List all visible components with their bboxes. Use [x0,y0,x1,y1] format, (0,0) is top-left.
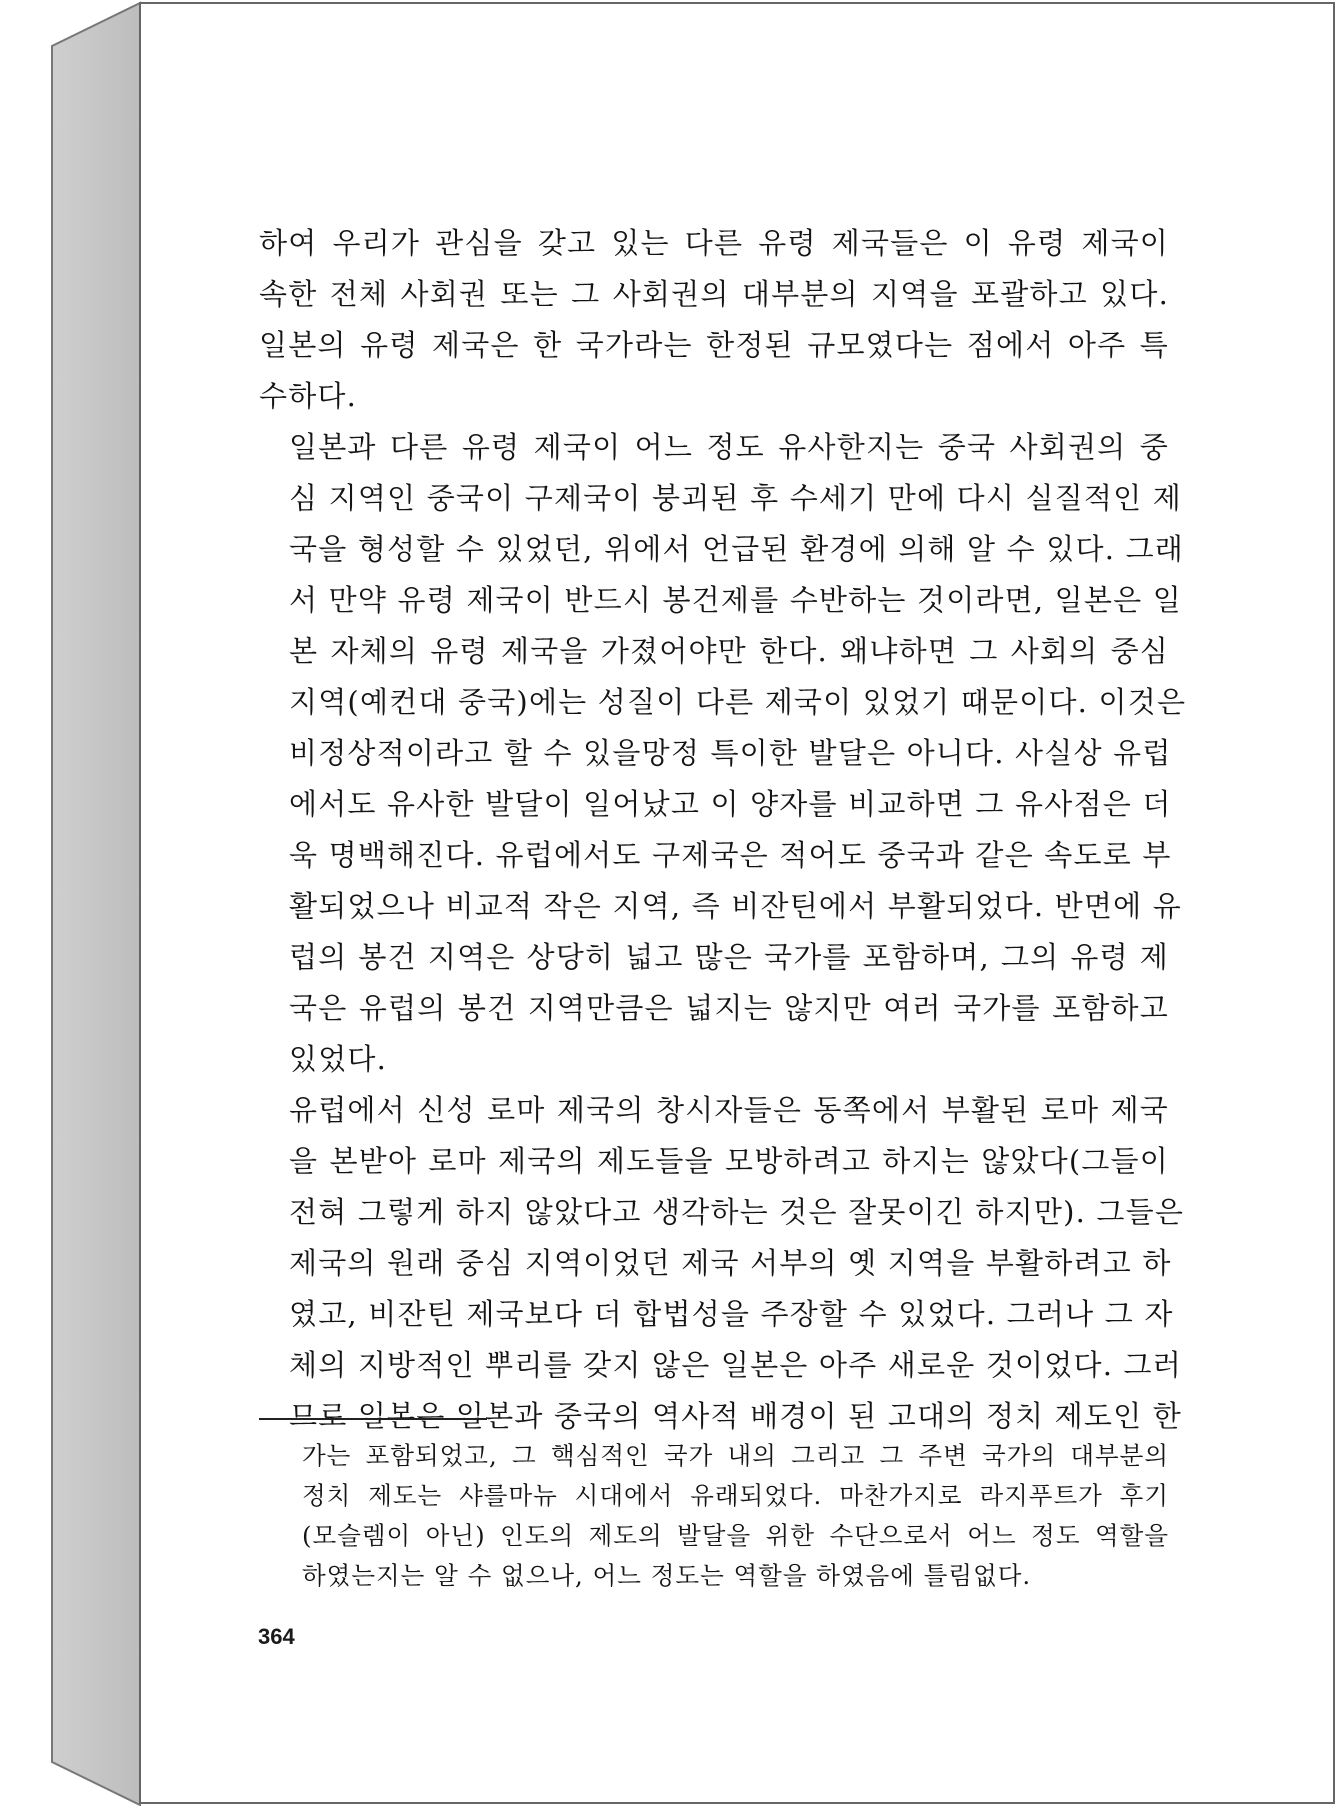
footnote-line: 가는 포함되었고, 그 핵심적인 국가 내의 그리고 그 주변 국가의 대부분의 [302,1441,1169,1470]
text-line: 비정상적이라고 할 수 있을망정 특이한 발달은 아니다. 사실상 유럽 [289,736,1172,770]
paragraph [259,1085,1185,1442]
text-line: 국을 형성할 수 있었던, 위에서 언급된 환경에 의해 알 수 있다. 그래 [289,532,1185,566]
text-line: 속한 전체 사회권 또는 그 사회권의 대부분의 지역을 포괄하고 있다. [259,277,1169,311]
page-number: 364 [258,1624,295,1649]
book-page [140,4,1332,1802]
footnote-divider [259,1418,487,1420]
text-line: 일본과 다른 유령 제국이 어느 정도 유사한지는 중국 사회권의 중 [289,430,1169,464]
text-line: 하여 우리가 관심을 갖고 있는 다른 유령 제국들은 이 유령 제국이 [259,226,1169,260]
text-line: 에서도 유사한 발달이 일어났고 이 양자를 비교하면 그 유사점은 더 [289,787,1172,821]
paragraph [259,422,1187,1085]
text-line: 므로 일본은 일본과 중국의 역사적 배경이 된 고대의 정치 제도인 한 [289,1399,1182,1433]
text-line: 국은 유럽의 봉건 지역만큼은 넓지는 않지만 여러 국가를 포함하고 [289,991,1169,1025]
text-line: 였고, 비잔틴 제국보다 더 합법성을 주장할 수 있었다. 그러나 그 자 [289,1297,1174,1331]
text-line: 체의 지방적인 뿌리를 갖지 않은 일본은 아주 새로운 것이었다. 그러 [289,1348,1182,1382]
text-line: 을 본받아 로마 제국의 제도들을 모방하려고 하지는 않았다(그들이 [289,1144,1169,1178]
footnote [302,1436,1169,1596]
footnote-line: 정치 제도는 샤를마뉴 시대에서 유래되었다. 마찬가지로 라지푸트가 후기 [302,1481,1169,1510]
book-spine [52,3,140,1805]
text-line: 지역(예컨대 중국)에는 성질이 다른 제국이 있었기 때문이다. 이것은 [289,685,1187,719]
paragraph [259,218,1169,422]
text-line: 서 만약 유령 제국이 반드시 봉건제를 수반하는 것이라면, 일본은 일 [289,583,1182,617]
text-line: 제국의 원래 중심 지역이었던 제국 서부의 옛 지역을 부활하려고 하 [289,1246,1172,1280]
footnote-line: (모슬렘이 아닌) 인도의 제도의 발달을 위한 수단으로서 어느 정도 역할을 [302,1521,1169,1550]
text-line: 유럽에서 신성 로마 제국의 창시자들은 동쪽에서 부활된 로마 제국 [289,1093,1169,1127]
text-line: 활되었으나 비교적 작은 지역, 즉 비잔틴에서 부활되었다. 반면에 유 [289,889,1182,923]
main-text [259,218,1187,1442]
text-line: 일본의 유령 제국은 한 국가라는 한정된 규모였다는 점에서 아주 특 [259,328,1169,362]
text-line: 본 자체의 유령 제국을 가졌어야만 한다. 왜냐하면 그 사회의 중심 [289,634,1169,668]
text-line: 전혀 그렇게 하지 않았다고 생각하는 것은 잘못이긴 하지만). 그들은 [289,1195,1185,1229]
text-line: 심 지역인 중국이 구제국이 붕괴된 후 수세기 만에 다시 실질적인 제 [289,481,1182,515]
text-line: 수하다. [259,379,358,413]
footnote-line: 하였는지는 알 수 없으나, 어느 정도는 역할을 하였음에 틀림없다. [302,1561,1032,1590]
text-line: 욱 명백해진다. 유럽에서도 구제국은 적어도 중국과 같은 속도로 부 [289,838,1172,872]
text-line: 럽의 봉건 지역은 상당히 넓고 많은 국가를 포함하며, 그의 유령 제 [289,940,1169,974]
text-line: 있었다. [289,1042,388,1076]
